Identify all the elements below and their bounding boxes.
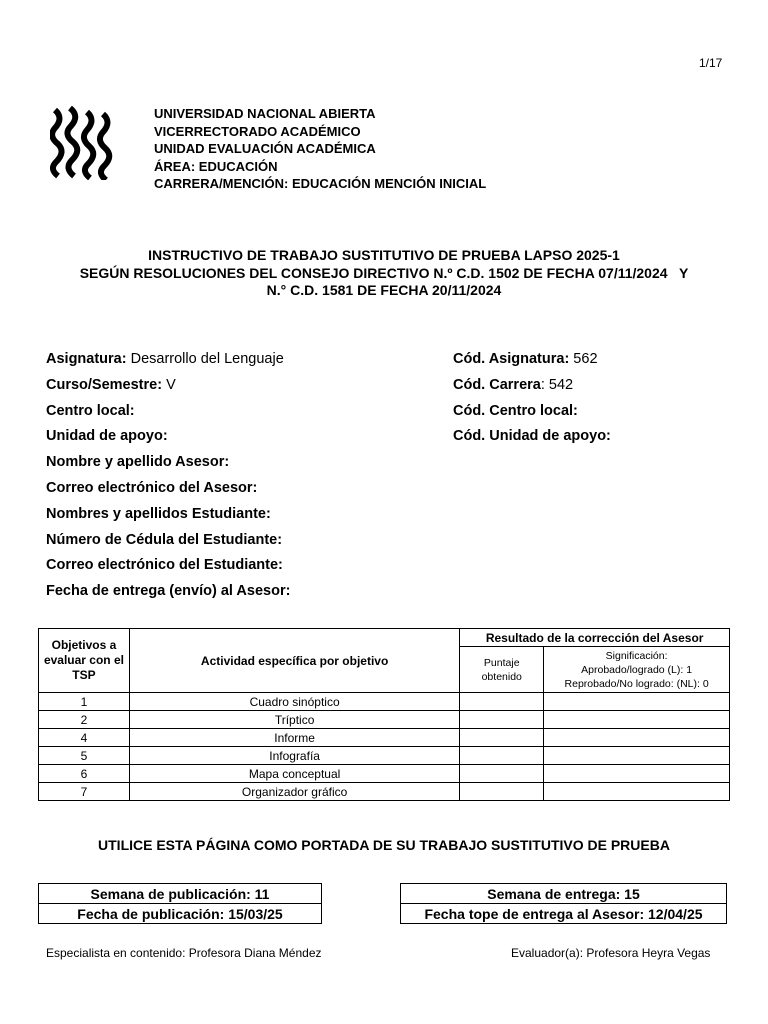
cell-actividad: Infografía	[129, 747, 459, 765]
field-unidad-apoyo: Unidad de apoyo:	[46, 428, 168, 445]
field-nombre-estudiante: Nombres y apellidos Estudiante:	[46, 505, 271, 522]
cell-puntaje[interactable]	[460, 693, 544, 711]
header-line-vicerrectorado: VICERRECTORADO ACADÉMICO	[154, 123, 361, 139]
cell-objetivo: 4	[39, 729, 130, 747]
table-row	[39, 711, 730, 729]
cell-significacion[interactable]	[544, 729, 730, 747]
cell-puntaje[interactable]	[460, 765, 544, 783]
cell-objetivo: 1	[39, 693, 130, 711]
cell-puntaje[interactable]	[460, 729, 544, 747]
field-fecha-entrega: Fecha de entrega (envío) al Asesor:	[46, 583, 291, 600]
table-row	[39, 765, 730, 783]
header-line-carrera: CARRERA/MENCIÓN: EDUCACIÓN MENCIÓN INICIAL	[154, 176, 487, 191]
fecha-tope-entrega: Fecha tope de entrega al Asesor: 12/04/25	[401, 904, 727, 924]
una-logo-icon	[50, 106, 116, 180]
cell-significacion[interactable]	[544, 765, 730, 783]
objectives-table	[38, 628, 730, 801]
cell-significacion[interactable]	[544, 747, 730, 765]
field-correo-asesor: Correo electrónico del Asesor:	[46, 479, 258, 496]
field-cod-centro-local: Cód. Centro local:	[453, 402, 578, 419]
field-nombre-asesor: Nombre y apellido Asesor:	[46, 454, 230, 471]
cell-puntaje[interactable]	[460, 711, 544, 729]
cell-significacion[interactable]	[544, 693, 730, 711]
cell-significacion[interactable]	[544, 783, 730, 801]
institution-header	[154, 105, 486, 193]
field-cedula-estudiante: Número de Cédula del Estudiante:	[46, 531, 283, 548]
field-correo-estudiante: Correo electrónico del Estudiante:	[46, 557, 283, 574]
table-row	[39, 747, 730, 765]
portada-instruction: UTILICE ESTA PÁGINA COMO PORTADA DE SU TRABAJO SUSTITUTIVO DE PRUEBA	[98, 837, 670, 853]
field-cod-unidad-apoyo: Cód. Unidad de apoyo:	[453, 428, 611, 445]
info-fields-right	[453, 347, 611, 450]
title-line-3: N.° C.D. 1581 DE FECHA 20/11/2024	[266, 282, 502, 298]
cell-actividad: Tríptico	[129, 711, 459, 729]
field-cod-asignatura: Cód. Asignatura: 562	[453, 351, 598, 367]
title-line-1: INSTRUCTIVO DE TRABAJO SUSTITUTIVO DE PRUEBA LAPSO 2025-1	[148, 247, 620, 263]
table-row	[39, 693, 730, 711]
cell-puntaje[interactable]	[460, 747, 544, 765]
cell-puntaje[interactable]	[460, 783, 544, 801]
publication-box	[38, 883, 322, 924]
footer-especialista: Especialista en contenido: Profesora Diana Méndez	[46, 946, 322, 960]
table-row	[39, 783, 730, 801]
table-row	[39, 729, 730, 747]
cell-actividad: Mapa conceptual	[129, 765, 459, 783]
field-centro-local: Centro local:	[46, 402, 135, 419]
delivery-box	[400, 883, 727, 924]
title-line-2: SEGÚN RESOLUCIONES DEL CONSEJO DIRECTIVO N.º C.D. 1502 DE FECHA 07/11/2024 Y	[79, 264, 689, 281]
header-line-unidad: UNIDAD EVALUACIÓN ACADÉMICA	[154, 141, 376, 156]
semana-publicacion: Semana de publicación: 11	[39, 884, 322, 904]
header-actividad: Actividad específica por objetivo	[129, 629, 459, 693]
fecha-publicacion: Fecha de publicación: 15/03/25	[39, 904, 322, 924]
cell-objetivo: 5	[39, 747, 130, 765]
document-title	[0, 247, 768, 300]
header-objetivos: Objetivos a evaluar con el TSP	[39, 629, 130, 693]
field-cod-carrera: Cód. Carrera: 542	[453, 376, 574, 393]
header-line-area: ÁREA: EDUCACIÓN	[154, 158, 278, 174]
info-fields-left	[46, 347, 290, 605]
cell-actividad: Organizador gráfico	[129, 783, 459, 801]
cell-actividad: Cuadro sinóptico	[129, 693, 459, 711]
header-significacion: Significación: Aprobado/logrado (L): 1 Reprobado/No logrado: (NL): 0	[544, 647, 730, 693]
field-curso: Curso/Semestre: V	[46, 376, 176, 393]
cell-objetivo: 6	[39, 765, 130, 783]
cell-significacion[interactable]	[544, 711, 730, 729]
footer-evaluador: Evaluador(a): Profesora Heyra Vegas	[511, 946, 711, 960]
header-line-university: UNIVERSIDAD NACIONAL ABIERTA	[154, 106, 376, 121]
page-number: 1/17	[699, 56, 723, 70]
cell-objetivo: 2	[39, 711, 130, 729]
header-puntaje: Puntaje obtenido	[460, 647, 544, 693]
cell-objetivo: 7	[39, 783, 130, 801]
header-resultado: Resultado de la corrección del Asesor	[460, 629, 730, 647]
cell-actividad: Informe	[129, 729, 459, 747]
semana-entrega: Semana de entrega: 15	[401, 884, 727, 904]
field-asignatura: Asignatura: Desarrollo del Lenguaje	[46, 351, 284, 367]
